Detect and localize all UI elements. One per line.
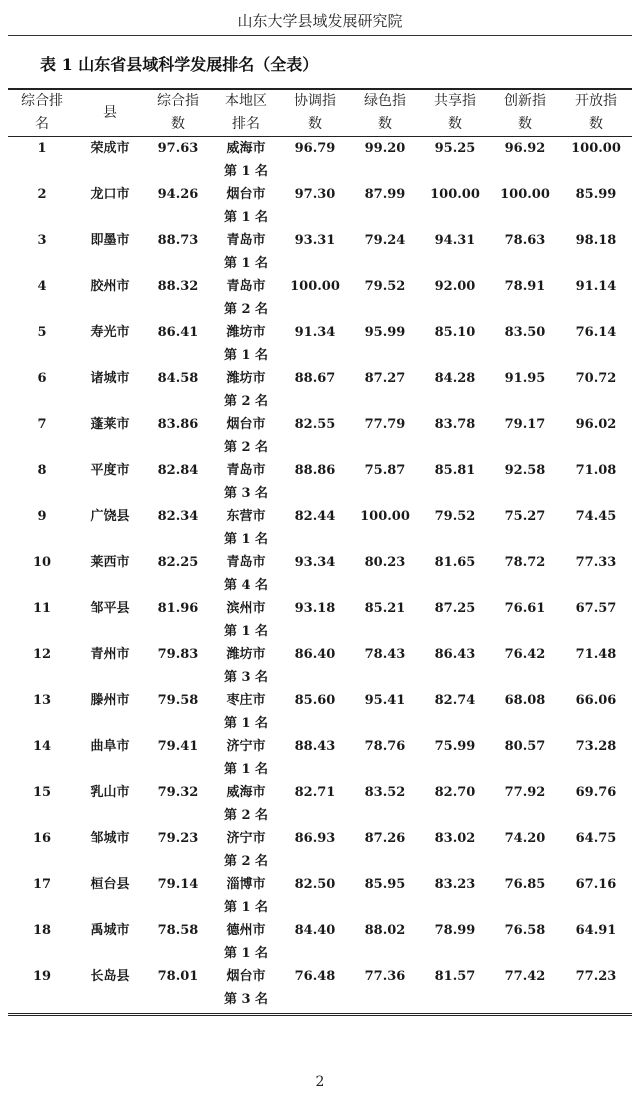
local-rank-value: 第 2 名 [223,854,269,869]
cell-innovation-index: 92.58 [504,463,546,478]
header-local-rank: 本地区 排名 [212,90,280,137]
cell-county: 胶州市 [90,279,130,294]
table-row [8,321,632,367]
cell-green-index: 77.36 [364,969,406,984]
header-coordination-index: 协调指 数 [280,90,350,137]
cell-coordination-index: 82.55 [294,417,336,432]
header-divider [8,35,632,36]
cell-local-rank [212,689,280,735]
local-city: 东营市 [226,509,266,524]
local-city: 济宁市 [226,831,266,846]
cell-green-index: 87.99 [364,187,406,202]
cell-local-rank [212,965,280,1011]
cell-sharing-index: 85.10 [434,325,476,340]
cell-openness-index: 98.18 [575,233,617,248]
cell-local-rank [212,781,280,827]
table-row [8,781,632,827]
table-row [8,459,632,505]
table-row [8,873,632,919]
cell-innovation-index: 74.20 [504,831,546,846]
cell-coordination-index: 88.43 [294,739,336,754]
cell-county: 乳山市 [90,785,130,800]
cell-rank: 5 [37,325,47,340]
local-city: 烟台市 [226,187,266,202]
cell-local-rank [212,137,280,184]
local-city: 枣庄市 [226,693,266,708]
cell-innovation-index: 76.61 [504,601,546,616]
local-city: 威海市 [226,785,266,800]
local-rank-value: 第 1 名 [223,624,269,639]
local-rank-value: 第 1 名 [223,946,269,961]
local-rank-value: 第 2 名 [223,394,269,409]
cell-sharing-index: 83.23 [434,877,476,892]
cell-composite-index: 86.41 [157,325,199,340]
table-row [8,183,632,229]
cell-coordination-index: 93.18 [294,601,336,616]
cell-rank: 18 [32,923,52,938]
cell-county: 诸城市 [90,371,130,386]
cell-sharing-index: 82.74 [434,693,476,708]
local-rank-value: 第 1 名 [223,164,269,179]
cell-composite-index: 79.32 [157,785,199,800]
cell-openness-index: 85.99 [575,187,617,202]
header-rank: 综合排 名 [8,90,76,137]
cell-sharing-index: 94.31 [434,233,476,248]
cell-green-index: 88.02 [364,923,406,938]
cell-innovation-index: 77.92 [504,785,546,800]
cell-green-index: 87.27 [364,371,406,386]
table-row [8,643,632,689]
cell-local-rank [212,275,280,321]
cell-green-index: 78.76 [364,739,406,754]
local-rank-value: 第 4 名 [223,578,269,593]
cell-composite-index: 88.73 [157,233,199,248]
local-city: 潍坊市 [226,371,266,386]
cell-sharing-index: 86.43 [434,647,476,662]
local-city: 德州市 [226,923,266,938]
cell-composite-index: 97.63 [157,141,199,156]
cell-innovation-index: 78.91 [504,279,546,294]
cell-sharing-index: 85.81 [434,463,476,478]
local-rank-value: 第 1 名 [223,762,269,777]
cell-sharing-index: 81.65 [434,555,476,570]
cell-innovation-index: 77.42 [504,969,546,984]
cell-composite-index: 82.84 [157,463,199,478]
cell-green-index: 77.79 [364,417,406,432]
cell-sharing-index: 95.25 [434,141,476,156]
local-city: 淄博市 [226,877,266,892]
cell-green-index: 95.41 [364,693,406,708]
local-city: 青岛市 [226,463,266,478]
header-green-index: 绿色指 数 [350,90,420,137]
cell-green-index: 100.00 [360,509,410,524]
local-city: 潍坊市 [226,647,266,662]
page-number: 2 [315,1074,325,1090]
table-row [8,597,632,643]
cell-rank: 12 [32,647,52,662]
cell-county: 寿光市 [90,325,130,340]
cell-coordination-index: 82.44 [294,509,336,524]
cell-county: 平度市 [90,463,130,478]
cell-county: 邹城市 [90,831,130,846]
cell-green-index: 78.43 [364,647,406,662]
cell-innovation-index: 78.63 [504,233,546,248]
table-row [8,137,632,184]
cell-local-rank [212,643,280,689]
cell-openness-index: 96.02 [575,417,617,432]
cell-openness-index: 77.33 [575,555,617,570]
cell-innovation-index: 96.92 [504,141,546,156]
cell-coordination-index: 93.31 [294,233,336,248]
table-bottom-rule [8,1013,632,1016]
cell-rank: 7 [37,417,47,432]
cell-coordination-index: 86.40 [294,647,336,662]
cell-innovation-index: 76.85 [504,877,546,892]
cell-rank: 11 [32,601,52,616]
cell-rank: 13 [32,693,52,708]
table-caption: 表 1 山东省县域科学发展排名（全表） [40,55,319,74]
cell-sharing-index: 79.52 [434,509,476,524]
cell-innovation-index: 68.08 [504,693,546,708]
cell-coordination-index: 76.48 [294,969,336,984]
cell-composite-index: 79.83 [157,647,199,662]
cell-rank: 10 [32,555,52,570]
local-rank-value: 第 1 名 [223,900,269,915]
cell-composite-index: 84.58 [157,371,199,386]
cell-county: 蓬莱市 [90,417,130,432]
cell-rank: 16 [32,831,52,846]
local-city: 济宁市 [226,739,266,754]
table-row [8,919,632,965]
cell-county: 滕州市 [90,693,130,708]
cell-openness-index: 69.76 [575,785,617,800]
cell-openness-index: 64.91 [575,923,617,938]
cell-innovation-index: 83.50 [504,325,546,340]
cell-local-rank [212,229,280,275]
cell-local-rank [212,505,280,551]
cell-innovation-index: 100.00 [500,187,550,202]
cell-green-index: 99.20 [364,141,406,156]
cell-local-rank [212,367,280,413]
cell-sharing-index: 83.02 [434,831,476,846]
cell-sharing-index: 81.57 [434,969,476,984]
cell-county: 青州市 [90,647,130,662]
local-rank-value: 第 2 名 [223,808,269,823]
cell-green-index: 85.95 [364,877,406,892]
cell-coordination-index: 82.71 [294,785,336,800]
cell-county: 曲阜市 [90,739,130,754]
cell-county: 长岛县 [90,969,130,984]
cell-sharing-index: 75.99 [434,739,476,754]
cell-rank: 1 [37,141,47,156]
table-row [8,965,632,1011]
cell-composite-index: 79.41 [157,739,199,754]
local-city: 烟台市 [226,417,266,432]
cell-openness-index: 77.23 [575,969,617,984]
local-rank-value: 第 1 名 [223,348,269,363]
cell-coordination-index: 88.86 [294,463,336,478]
cell-coordination-index: 85.60 [294,693,336,708]
cell-coordination-index: 97.30 [294,187,336,202]
local-rank-value: 第 1 名 [223,716,269,731]
cell-local-rank [212,597,280,643]
cell-rank: 6 [37,371,47,386]
cell-coordination-index: 88.67 [294,371,336,386]
cell-openness-index: 64.75 [575,831,617,846]
cell-sharing-index: 78.99 [434,923,476,938]
cell-local-rank [212,873,280,919]
table-row [8,505,632,551]
cell-county: 莱西市 [90,555,130,570]
cell-green-index: 95.99 [364,325,406,340]
cell-county: 广饶县 [90,509,130,524]
table-header-row [8,90,632,137]
cell-rank: 8 [37,463,47,478]
cell-composite-index: 82.34 [157,509,199,524]
local-rank-value: 第 1 名 [223,210,269,225]
cell-composite-index: 79.14 [157,877,199,892]
local-rank-value: 第 3 名 [223,992,269,1007]
table-row [8,229,632,275]
cell-composite-index: 78.01 [157,969,199,984]
cell-rank: 15 [32,785,52,800]
cell-sharing-index: 92.00 [434,279,476,294]
cell-coordination-index: 91.34 [294,325,336,340]
local-city: 烟台市 [226,969,266,984]
cell-openness-index: 100.00 [571,141,621,156]
local-rank-value: 第 3 名 [223,670,269,685]
cell-rank: 4 [37,279,47,294]
local-rank-value: 第 2 名 [223,440,269,455]
cell-innovation-index: 75.27 [504,509,546,524]
cell-coordination-index: 100.00 [290,279,340,294]
cell-local-rank [212,459,280,505]
cell-local-rank [212,413,280,459]
cell-openness-index: 71.48 [575,647,617,662]
cell-coordination-index: 86.93 [294,831,336,846]
cell-coordination-index: 84.40 [294,923,336,938]
cell-innovation-index: 91.95 [504,371,546,386]
cell-local-rank [212,551,280,597]
cell-innovation-index: 79.17 [504,417,546,432]
table-row [8,413,632,459]
cell-county: 桓台县 [90,877,130,892]
cell-composite-index: 83.86 [157,417,199,432]
cell-openness-index: 66.06 [575,693,617,708]
cell-composite-index: 79.58 [157,693,199,708]
cell-green-index: 80.23 [364,555,406,570]
table-row [8,367,632,413]
table-row [8,827,632,873]
cell-openness-index: 67.57 [575,601,617,616]
cell-local-rank [212,919,280,965]
cell-county: 禹城市 [90,923,130,938]
cell-green-index: 79.24 [364,233,406,248]
cell-green-index: 83.52 [364,785,406,800]
cell-coordination-index: 93.34 [294,555,336,570]
cell-county: 即墨市 [90,233,130,248]
cell-innovation-index: 76.42 [504,647,546,662]
cell-sharing-index: 83.78 [434,417,476,432]
cell-rank: 3 [37,233,47,248]
cell-green-index: 75.87 [364,463,406,478]
cell-composite-index: 94.26 [157,187,199,202]
local-city: 青岛市 [226,233,266,248]
cell-rank: 2 [37,187,47,202]
cell-rank: 9 [37,509,47,524]
header-county: 县 [76,90,144,137]
local-rank-value: 第 3 名 [223,486,269,501]
cell-local-rank [212,827,280,873]
header-composite-index: 综合指 数 [144,90,212,137]
cell-county: 邹平县 [90,601,130,616]
ranking-table-container [8,88,632,1016]
cell-coordination-index: 96.79 [294,141,336,156]
cell-composite-index: 88.32 [157,279,199,294]
cell-green-index: 85.21 [364,601,406,616]
cell-county: 荣成市 [90,141,130,156]
cell-rank: 19 [32,969,52,984]
header-sharing-index: 共享指 数 [420,90,490,137]
table-row [8,551,632,597]
header-innovation-index: 创新指 数 [490,90,560,137]
cell-rank: 17 [32,877,52,892]
table-body [8,137,632,1012]
local-rank-value: 第 1 名 [223,256,269,271]
cell-openness-index: 70.72 [575,371,617,386]
cell-sharing-index: 87.25 [434,601,476,616]
cell-composite-index: 82.25 [157,555,199,570]
local-city: 威海市 [226,141,266,156]
cell-green-index: 87.26 [364,831,406,846]
cell-innovation-index: 76.58 [504,923,546,938]
table-row [8,275,632,321]
local-rank-value: 第 1 名 [223,532,269,547]
ranking-table [8,90,632,1011]
cell-innovation-index: 80.57 [504,739,546,754]
cell-sharing-index: 100.00 [430,187,480,202]
local-city: 潍坊市 [226,325,266,340]
cell-green-index: 79.52 [364,279,406,294]
cell-composite-index: 81.96 [157,601,199,616]
cell-sharing-index: 82.70 [434,785,476,800]
cell-openness-index: 71.08 [575,463,617,478]
cell-composite-index: 79.23 [157,831,199,846]
cell-local-rank [212,735,280,781]
cell-innovation-index: 78.72 [504,555,546,570]
page-header: 山东大学县域发展研究院 [237,12,403,30]
cell-openness-index: 74.45 [575,509,617,524]
header-openness-index: 开放指 数 [560,90,632,137]
cell-openness-index: 91.14 [575,279,617,294]
cell-openness-index: 67.16 [575,877,617,892]
local-rank-value: 第 2 名 [223,302,269,317]
table-row [8,735,632,781]
cell-local-rank [212,183,280,229]
local-city: 滨州市 [226,601,266,616]
local-city: 青岛市 [226,555,266,570]
cell-composite-index: 78.58 [157,923,199,938]
cell-rank: 14 [32,739,52,754]
cell-sharing-index: 84.28 [434,371,476,386]
cell-local-rank [212,321,280,367]
local-city: 青岛市 [226,279,266,294]
cell-openness-index: 76.14 [575,325,617,340]
cell-coordination-index: 82.50 [294,877,336,892]
cell-county: 龙口市 [90,187,130,202]
cell-openness-index: 73.28 [575,739,617,754]
table-row [8,689,632,735]
